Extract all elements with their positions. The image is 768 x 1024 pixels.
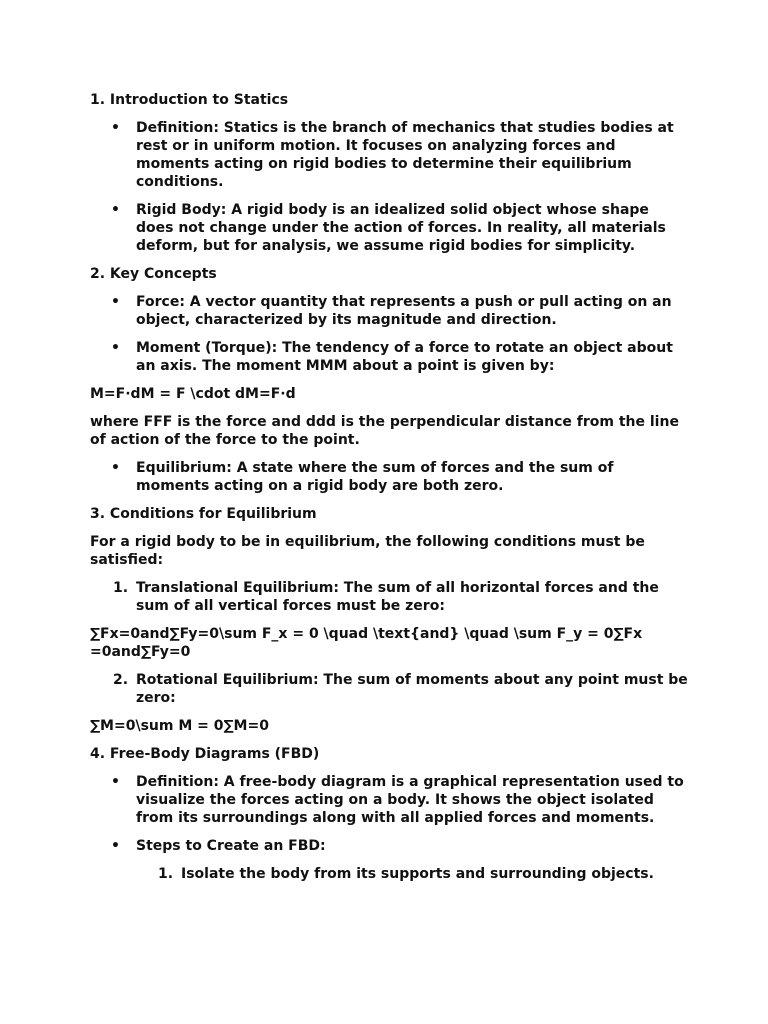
bullet-marker: • bbox=[111, 838, 120, 854]
bullet-text: Definition: Statics is the branch of mechanics that studies bodies at rest or in uniform motion. It focuses on analyzing forces and moments acting on rigid bodies to determine their equilibrium conditions. bbox=[136, 120, 674, 190]
bullet-marker: • bbox=[111, 202, 120, 218]
bullet-text: Force: A vector quantity that represents a push or pull acting on an object, characterized by its magnitude and direction. bbox=[136, 294, 672, 328]
bullet-equilibrium bbox=[90, 459, 690, 495]
numbered-item-rotational bbox=[90, 671, 690, 707]
document-page bbox=[90, 91, 690, 893]
bullet-text: Equilibrium: A state where the sum of forces and the sum of moments acting on a rigid body are both zero. bbox=[136, 460, 614, 494]
bullet-marker: • bbox=[111, 460, 120, 476]
bullet-steps-fbd bbox=[90, 837, 690, 855]
bullet-text: Definition: A free-body diagram is a graphical representation used to visualize the forces acting on a body. It shows the object isolated from its surroundings along with all applied forces and moments. bbox=[136, 774, 684, 826]
bullet-moment bbox=[90, 339, 690, 375]
bullet-rigid-body bbox=[90, 201, 690, 255]
section-heading-conditions: 3. Conditions for Equilibrium bbox=[90, 506, 317, 522]
paragraph-where: where FFF is the force and ddd is the perpendicular distance from the line of action of the force to the point. bbox=[90, 414, 679, 448]
paragraph-intro-conditions: For a rigid body to be in equilibrium, the following conditions must be satisfied: bbox=[90, 534, 645, 568]
bullet-marker: • bbox=[111, 120, 120, 136]
numbered-step-isolate bbox=[90, 865, 690, 883]
formula-moment-sum: ∑M=0\sum M = 0∑M=0 bbox=[90, 718, 269, 734]
formula-force-sum: ∑Fx=0and∑Fy=0\sum F_x = 0 \quad \text{and} \quad \sum F_y = 0∑Fx =0and∑Fy=0 bbox=[90, 626, 643, 660]
bullet-text: Steps to Create an FBD: bbox=[136, 838, 326, 854]
formula-moment: M=F⋅dM = F \cdot dM=F⋅d bbox=[90, 386, 296, 402]
section-heading-intro: 1. Introduction to Statics bbox=[90, 92, 289, 108]
bullet-definition-statics bbox=[90, 119, 690, 191]
section-heading-key-concepts: 2. Key Concepts bbox=[90, 266, 217, 282]
numbered-step-text: Isolate the body from its supports and surrounding objects. bbox=[181, 866, 654, 882]
bullet-marker: • bbox=[111, 774, 120, 790]
number-marker: 1. bbox=[113, 580, 129, 596]
numbered-item-translational bbox=[90, 579, 690, 615]
number-marker: 1. bbox=[158, 866, 174, 882]
bullet-marker: • bbox=[111, 294, 120, 310]
numbered-item-text: Translational Equilibrium: The sum of all horizontal forces and the sum of all vertical forces must be zero: bbox=[136, 580, 659, 614]
number-marker: 2. bbox=[113, 672, 129, 688]
section-heading-fbd: 4. Free-Body Diagrams (FBD) bbox=[90, 746, 320, 762]
bullet-marker: • bbox=[111, 340, 120, 356]
bullet-text: Rigid Body: A rigid body is an idealized solid object whose shape does not change under the action of forces. In reality, all materials deform, but for analysis, we assume rigid bodies for simplicity. bbox=[136, 202, 666, 254]
bullet-force bbox=[90, 293, 690, 329]
bullet-text: Moment (Torque): The tendency of a force to rotate an object about an axis. The moment MMM about a point is given by: bbox=[136, 340, 673, 374]
numbered-item-text: Rotational Equilibrium: The sum of moments about any point must be zero: bbox=[136, 672, 688, 706]
bullet-definition-fbd bbox=[90, 773, 690, 827]
